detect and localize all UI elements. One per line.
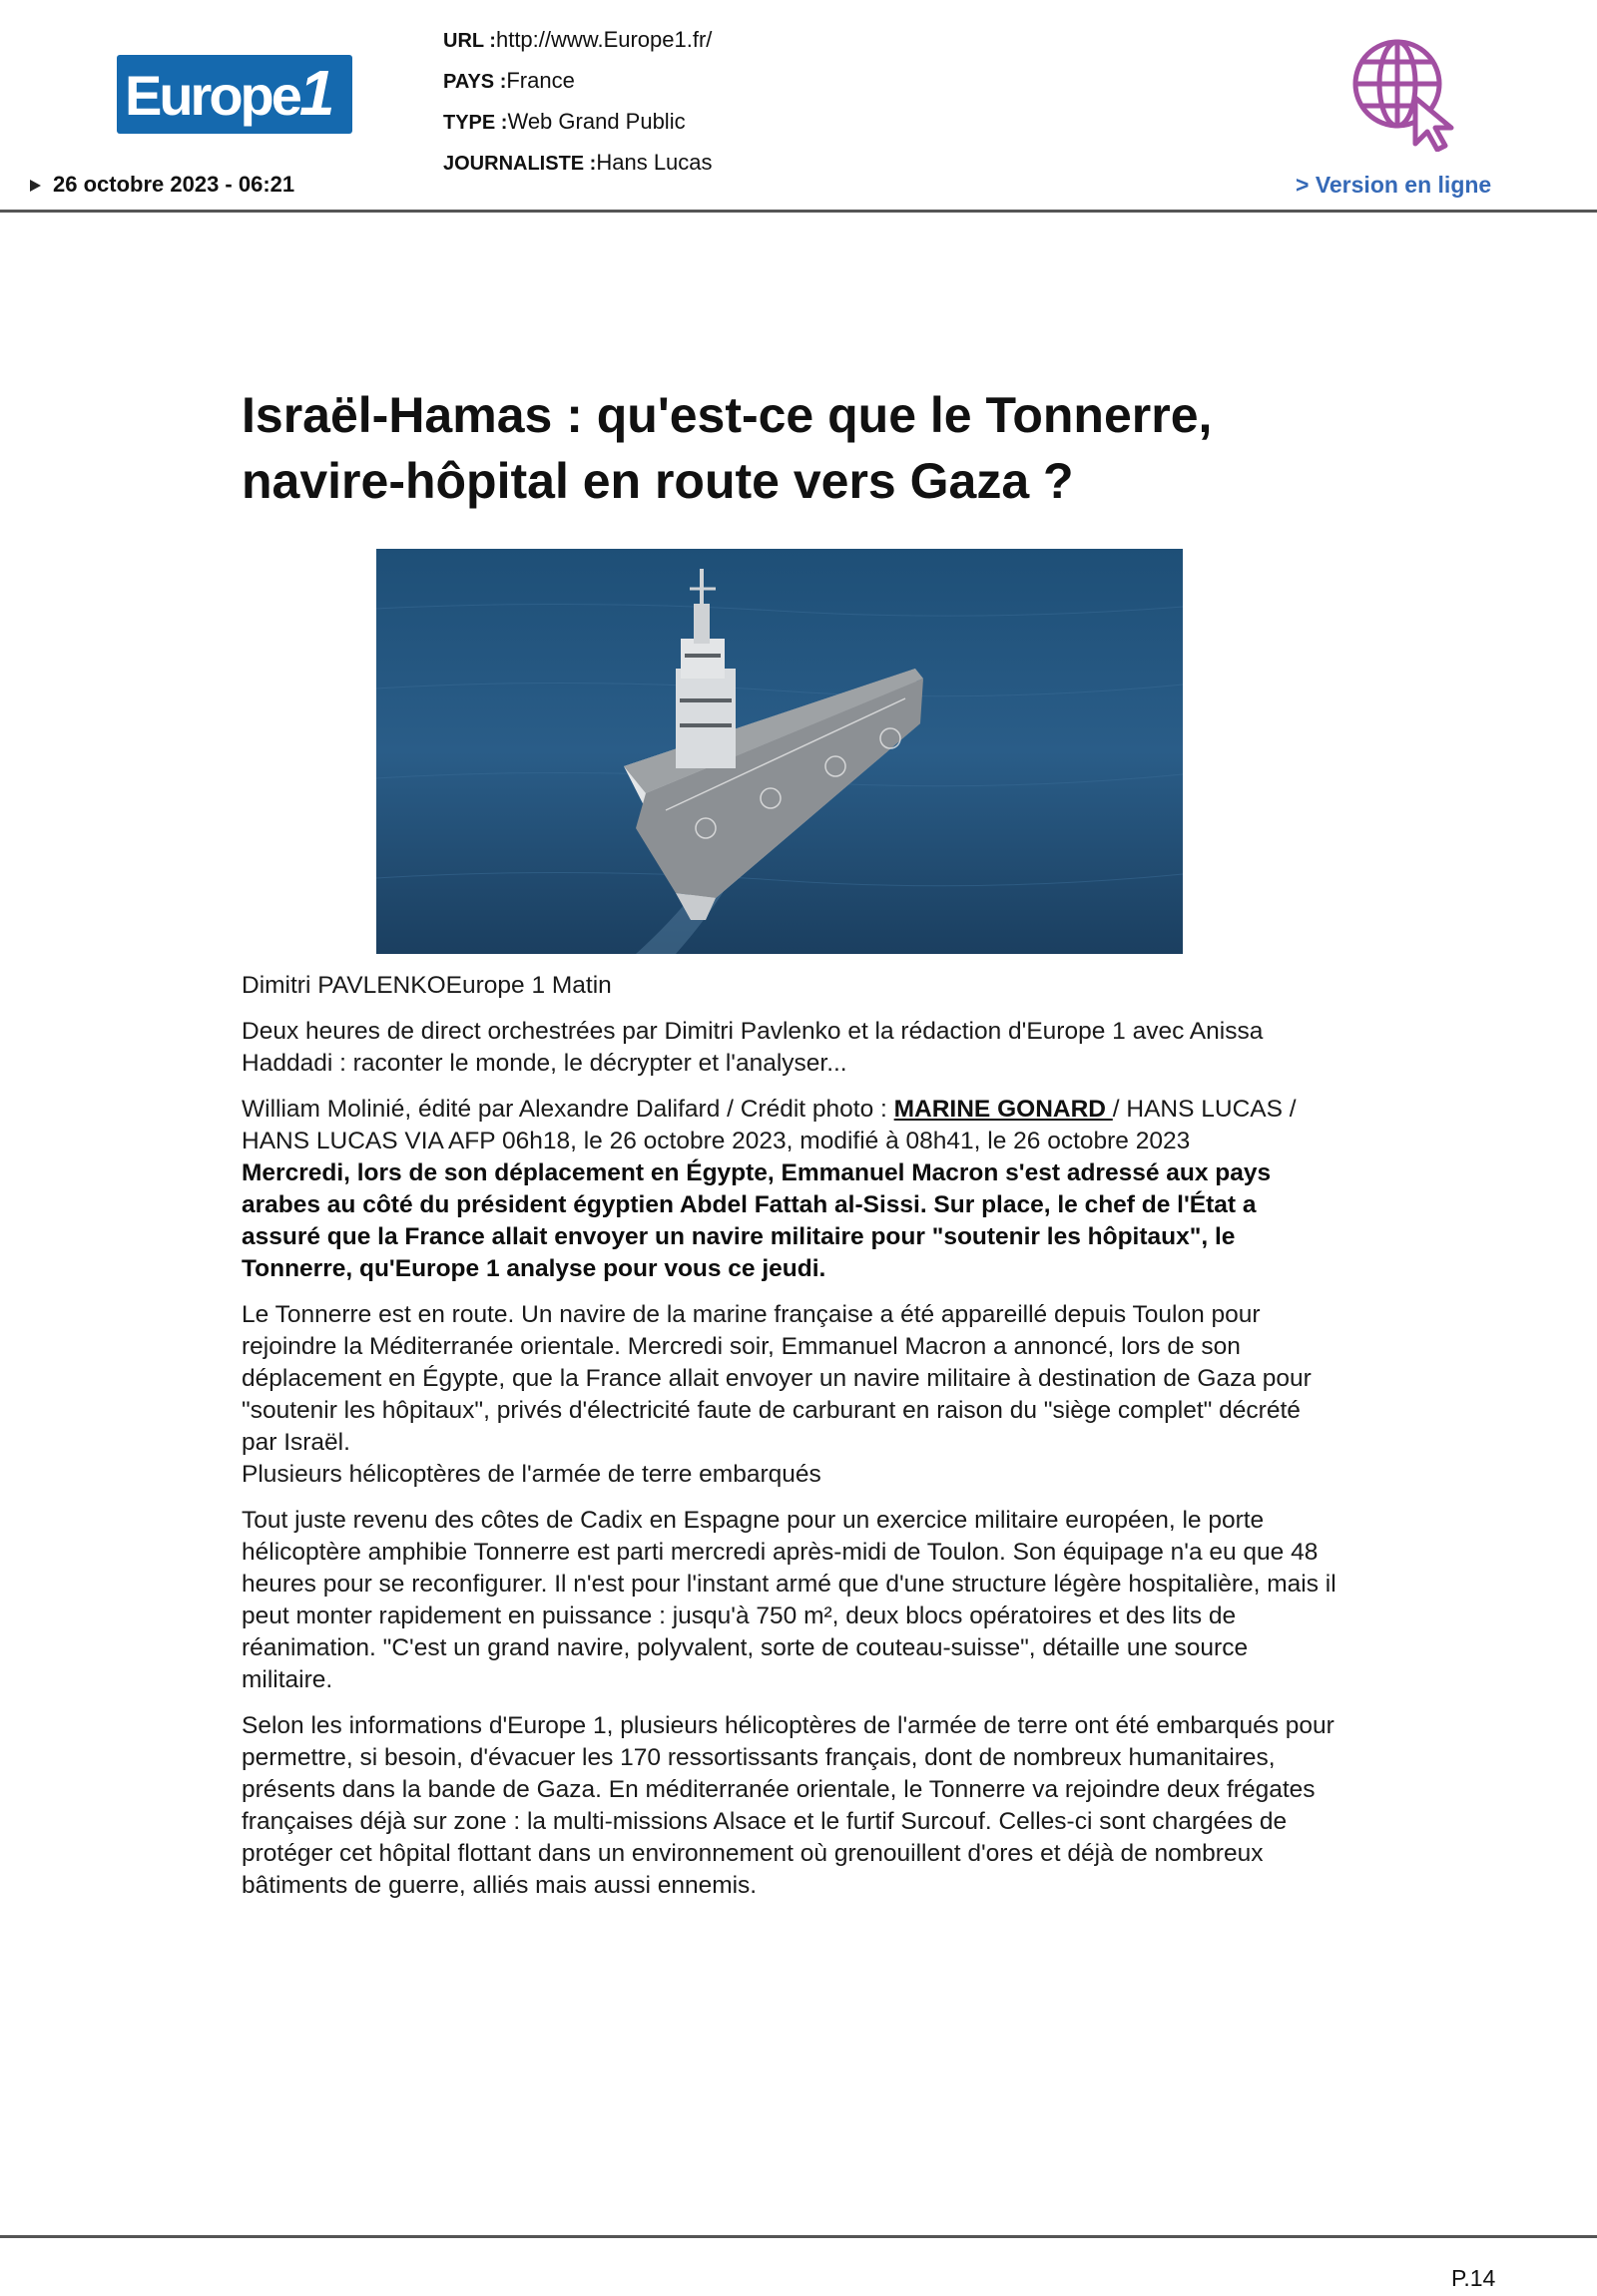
article-paragraph: Tout juste revenu des côtes de Cadix en Espagne pour un exercice militaire européen, le porte hélicoptère amphibie Tonnerre est parti mercredi après-midi de Toulon. Son équipage n'a eu que 48 heures pour se reconfigurer. Il n'est pour l'instant armé que d'une structure légère hospitalière, mais il peut monter rapidement en puissance : jusqu'à 750 m², deux blocs opératoires et des lits de réanimation. "C'est un grand navire, polyvalent, sorte de couteau-suisse", détaille une source militaire. xyxy=(242,1507,1336,1693)
article-paragraph: Selon les informations d'Europe 1, plusieurs hélicoptères de l'armée de terre ont été embarqués pour permettre, si besoin, d'évacuer les 170 ressortissants français, dont de nombreux humanitaires, présents dans la bande de Gaza. En méditerranée orientale, le Tonnerre va rejoindre deux frégates françaises déjà sur zone : la multi-missions Alsace et le furtif Surcouf. Celles-ci sont chargées de protéger cet hôpital flottant dans un environnement où grenouillent d'ores et déjà de nombreux bâtiments de guerre, alliés mais aussi ennemis. xyxy=(242,1712,1334,1899)
online-version-link[interactable]: > Version en ligne xyxy=(1296,172,1492,198)
credit-suffix: / HANS LUCAS / HANS LUCAS VIA AFP 06h18, le 26 octobre 2023, modifié à 08h41, le 26 octobre 2023 xyxy=(242,1096,1297,1154)
meta-country xyxy=(443,61,713,102)
meta-key: JOURNALISTE : xyxy=(443,153,597,175)
meta-url xyxy=(443,20,713,61)
meta-key: URL : xyxy=(443,30,496,52)
source-metadata xyxy=(443,20,713,184)
page-number: P.14 xyxy=(1451,2265,1496,2291)
date-text: 26 octobre 2023 - 06:21 xyxy=(53,172,295,197)
article-paragraph: Le Tonnerre est en route. Un navire de la marine française a été appareillé depuis Toulon pour rejoindre la Méditerranée orientale. Mercredi soir, Emmanuel Macron a annoncé, lors de son déplacement en Égypte, que la France allait envoyer un navire militaire à destination de Gaza pour "soutenir les hôpitaux", privés d'électricité faute de carburant en raison du "siège complet" décrété par Israël. xyxy=(242,1301,1312,1456)
meta-value: Web Grand Public xyxy=(507,109,686,134)
show-description: Deux heures de direct orchestrées par Dimitri Pavlenko et la rédaction d'Europe 1 avec Anissa Haddadi : raconter le monde, le décrypter et l'analyser... xyxy=(242,1018,1264,1077)
credit-prefix: William Molinié, édité par Alexandre Dalifard / Crédit photo : xyxy=(242,1096,894,1123)
play-arrow-icon xyxy=(30,180,41,192)
meta-value: Hans Lucas xyxy=(596,150,713,175)
article-body xyxy=(242,970,1339,1916)
publication-date xyxy=(30,172,294,198)
article-subheading: Plusieurs hélicoptères de l'armée de terre embarqués xyxy=(242,1461,821,1488)
logo-number: 1 xyxy=(298,57,332,129)
europe1-logo xyxy=(117,55,352,134)
globe-cursor-icon[interactable] xyxy=(1345,32,1465,152)
meta-value: http://www.Europe1.fr/ xyxy=(495,27,713,52)
article-credit xyxy=(242,1094,1339,1157)
footer-divider xyxy=(0,2235,1597,2238)
ship-photo xyxy=(376,549,1183,954)
meta-type xyxy=(443,102,713,143)
article-byline: Dimitri PAVLENKOEurope 1 Matin xyxy=(242,972,612,999)
meta-key: PAYS : xyxy=(443,71,507,93)
meta-key: TYPE : xyxy=(443,112,508,134)
article-headline: Israël-Hamas : qu'est-ce que le Tonnerre, navire-hôpital en route vers Gaza ? xyxy=(242,387,1213,509)
meta-journalist xyxy=(443,143,713,184)
logo-wordmark: Europe xyxy=(125,64,299,127)
article-lead: Mercredi, lors de son déplacement en Égypte, Emmanuel Macron s'est adressé aux pays arabes au côté du président égyptien Abdel Fattah al-Sissi. Sur place, le chef de l'État a assuré que la France allait envoyer un navire militaire pour "soutenir les hôpitaux", le Tonnerre, qu'Europe 1 analyse pour vous ce jeudi. xyxy=(242,1159,1272,1282)
meta-value: France xyxy=(506,68,575,93)
header-divider xyxy=(0,210,1597,213)
photographer-link[interactable]: MARINE GONARD xyxy=(893,1096,1113,1123)
